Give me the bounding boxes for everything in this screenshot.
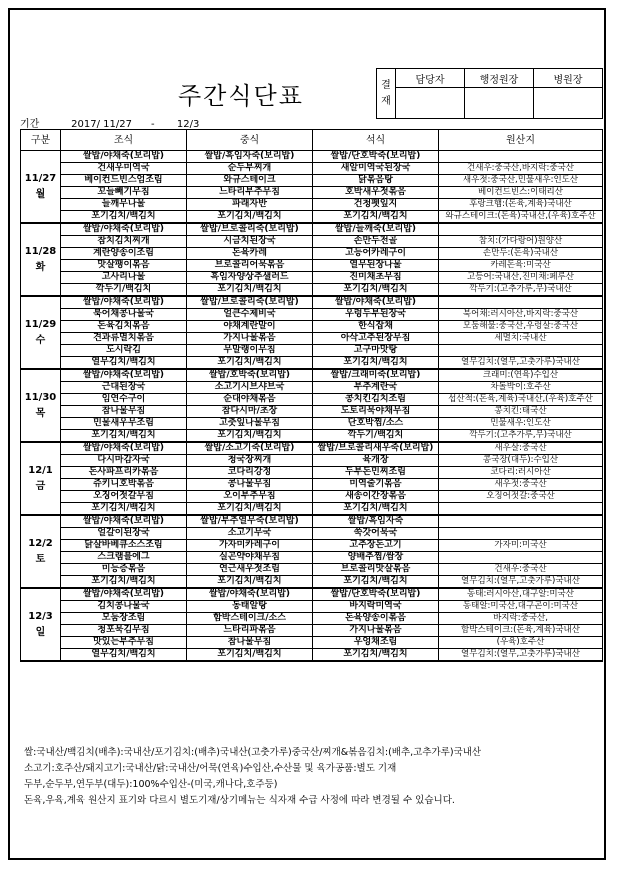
table-row <box>21 248 603 260</box>
lunch-cell: 쌀밥/소고기죽(보리밥) <box>187 442 313 455</box>
dinner-cell: 돈육양송이볶음 <box>313 613 439 625</box>
day-date: 11/27 <box>24 172 57 184</box>
dinner-cell: 바지락미역국 <box>313 601 439 613</box>
lunch-cell: 연근새우젓조림 <box>187 564 313 576</box>
breakfast-cell: 건새우미역국 <box>61 163 187 175</box>
lunch-cell: 포기김치/백김치 <box>187 284 313 297</box>
table-row <box>21 406 603 418</box>
day-of-week: 월 <box>35 188 46 200</box>
table-row <box>21 260 603 272</box>
menu-page <box>8 8 606 860</box>
footer-line: 돈육,우육,계육 원산지 표기와 다르시 별도기재/상기메뉴는 식자재 수급 사정에 따라 변경될 수 있습니다. <box>24 795 455 806</box>
breakfast-cell: 참나물무침 <box>61 406 187 418</box>
lunch-cell: 와규스테이크 <box>187 175 313 187</box>
dinner-cell: 쌀밥/크래미죽(보리밥) <box>313 369 439 382</box>
day-cell <box>21 515 61 588</box>
footer-notes <box>24 745 481 809</box>
lunch-cell: 실곤약야채무침 <box>187 552 313 564</box>
lunch-cell: 느타리파볶음 <box>187 625 313 637</box>
table-row <box>21 601 603 613</box>
day-of-week: 화 <box>35 261 46 273</box>
dinner-cell: 육개장 <box>313 455 439 467</box>
breakfast-cell: 참치김치찌개 <box>61 236 187 248</box>
lunch-cell: 브로콜리어묵볶음 <box>187 260 313 272</box>
breakfast-cell: 얼갈이된장국 <box>61 528 187 540</box>
table-row <box>21 394 603 406</box>
table-row <box>21 503 603 516</box>
dinner-cell: 쌀밥/단호박죽(보리밥) <box>313 151 439 163</box>
breakfast-cell: 맛있는부추무침 <box>61 637 187 649</box>
lunch-cell: 동태알탕 <box>187 601 313 613</box>
day-cell <box>21 296 61 369</box>
lunch-cell: 쌀밥/브로콜리죽(보리밥) <box>187 223 313 236</box>
breakfast-cell: 들깨무나물 <box>61 199 187 211</box>
dinner-cell: 포기김치/백김치 <box>313 284 439 297</box>
dinner-cell: 건청펫잎지 <box>313 199 439 211</box>
origin-cell: 후랑크햄:(돈육,계육)국내산 <box>439 199 603 211</box>
table-row <box>21 491 603 503</box>
dinner-cell: 호박새우젓볶음 <box>313 187 439 199</box>
day-of-week: 목 <box>35 407 46 419</box>
breakfast-cell: 쌀밥/야채죽(보리밥) <box>61 151 187 163</box>
day-cell <box>21 442 61 515</box>
dinner-cell: 포기김치/백김치 <box>313 503 439 516</box>
day-of-week: 일 <box>35 626 46 638</box>
origin-cell: 열무김치:(열무,고춧가루)국내산 <box>439 649 603 662</box>
lunch-cell: 쌀밥/야채죽(보리밥) <box>187 588 313 601</box>
dinner-cell: 콩치킨김치조림 <box>313 394 439 406</box>
table-row <box>21 637 603 649</box>
lunch-cell: 코다리강정 <box>187 467 313 479</box>
origin-cell: 열무김치:(열무,고춧가루)국내산 <box>439 576 603 589</box>
lunch-cell: 순두부찌개 <box>187 163 313 175</box>
origin-cell: 고등어:국내산,진미채:페루산 <box>439 272 603 284</box>
breakfast-cell: 쌀밥/야채죽(보리밥) <box>61 296 187 309</box>
table-row <box>21 175 603 187</box>
table-row <box>21 552 603 564</box>
dinner-cell: 고등어카레구이 <box>313 248 439 260</box>
table-row <box>21 223 603 236</box>
lunch-cell: 돈육카레 <box>187 248 313 260</box>
lunch-cell: 파래자반 <box>187 199 313 211</box>
dinner-cell: 포기김치/백김치 <box>313 357 439 370</box>
breakfast-cell: 김치콩나물국 <box>61 601 187 613</box>
dinner-cell: 고추장돈고기 <box>313 540 439 552</box>
table-row <box>21 515 603 528</box>
table-row <box>21 151 603 163</box>
dinner-cell: 포기김치/백김치 <box>313 576 439 589</box>
lunch-cell: 가지나물볶음 <box>187 333 313 345</box>
breakfast-cell: 미능증볶음 <box>61 564 187 576</box>
dinner-cell: 진미채초무침 <box>313 272 439 284</box>
lunch-cell: 쌀밥/브로콜리죽(보리밥) <box>187 296 313 309</box>
breakfast-cell: 포기김치/백김치 <box>61 430 187 443</box>
lunch-cell: 얼큰수제비국 <box>187 309 313 321</box>
table-row <box>21 588 603 601</box>
footer-line: 두부,순두부,연두부(대두):100%수입산-(미국,캐나다,호주등) <box>24 779 278 790</box>
header-breakfast: 조식 <box>61 130 187 151</box>
breakfast-cell: 열무김치/백김치 <box>61 357 187 370</box>
lunch-cell: 고춧잎나물무침 <box>187 418 313 430</box>
origin-cell: 열무김치:(열무,고춧가루)국내산 <box>439 357 603 370</box>
origin-cell: 동태:러시아산,대구알:미국산 <box>439 588 603 601</box>
breakfast-cell: 청포묵김무침 <box>61 625 187 637</box>
table-row <box>21 528 603 540</box>
page-title: 주간식단표 <box>178 82 304 110</box>
origin-cell: 깍두기:(고추가루,무)국내산 <box>439 284 603 297</box>
origin-cell: 콩국장(대두):수입산 <box>439 455 603 467</box>
breakfast-cell: 열무김치/백김치 <box>61 649 187 662</box>
breakfast-cell: 쌀밥/야채죽(보리밥) <box>61 442 187 455</box>
origin-cell: 북어채:러시아산,바지락:중국산 <box>439 309 603 321</box>
origin-cell: 베이컨드빈스:이태리산 <box>439 187 603 199</box>
table-row <box>21 345 603 357</box>
breakfast-cell: 돈육김치볶음 <box>61 321 187 333</box>
breakfast-cell: 꼬들빼기무침 <box>61 187 187 199</box>
origin-cell: 새우젓:중국산,민물새우:인도산 <box>439 175 603 187</box>
lunch-cell: 참다시마/초장 <box>187 406 313 418</box>
table-row <box>21 284 603 297</box>
dinner-cell: 단호박찜/소스 <box>313 418 439 430</box>
header-category: 구분 <box>21 130 61 151</box>
lunch-cell: 느타리부추무침 <box>187 187 313 199</box>
period-label: 기간 <box>20 119 40 130</box>
dinner-cell: 양배추찜/쌈장 <box>313 552 439 564</box>
day-cell <box>21 369 61 442</box>
dinner-cell: 두부돈민찌조림 <box>313 467 439 479</box>
breakfast-cell: 견과류멸치볶음 <box>61 333 187 345</box>
breakfast-cell: 닭살바베큐소스조림 <box>61 540 187 552</box>
dinner-cell: 가지나물볶음 <box>313 625 439 637</box>
dinner-cell: 미역줄기볶음 <box>313 479 439 491</box>
breakfast-cell: 민물새우무조림 <box>61 418 187 430</box>
dinner-cell: 포기김치/백김치 <box>313 649 439 662</box>
day-cell <box>21 588 61 661</box>
period-sep: - <box>151 119 155 130</box>
dinner-cell: 쌀밥/들깨죽(보리밥) <box>313 223 439 236</box>
origin-cell: 차돌박이:호주산 <box>439 382 603 394</box>
header-dinner: 석식 <box>313 130 439 151</box>
table-row <box>21 625 603 637</box>
day-of-week: 토 <box>35 553 46 565</box>
table-row <box>21 236 603 248</box>
footer-line: 소고기:호주산/돼지고기:국내산/닭:국내산/어묵(연육)수입산,수산물 및 육가공품:별도 기재 <box>24 763 397 774</box>
lunch-cell: 포기김치/백김치 <box>187 576 313 589</box>
lunch-cell: 가자미카레구이 <box>187 540 313 552</box>
origin-cell: 민물새우:인도산 <box>439 418 603 430</box>
breakfast-cell: 포기김치/백김치 <box>61 503 187 516</box>
origin-cell: 가자미:미국산 <box>439 540 603 552</box>
origin-cell: 새우살:중국산 <box>439 442 603 455</box>
origin-cell: 콩치킨:태국산 <box>439 406 603 418</box>
dinner-cell: 손만두전골 <box>313 236 439 248</box>
table-row <box>21 369 603 382</box>
dinner-cell: 우엉채조림 <box>313 637 439 649</box>
dinner-cell: 한식잡채 <box>313 321 439 333</box>
period-end: 12/3 <box>176 119 200 130</box>
approval-role-staff: 담당자 <box>396 69 465 88</box>
table-row <box>21 479 603 491</box>
breakfast-cell: 쌀밥/야채죽(보리밥) <box>61 588 187 601</box>
period-start: 2017/ 11/27 <box>71 119 132 130</box>
lunch-cell: 시금치된장국 <box>187 236 313 248</box>
table-row <box>21 467 603 479</box>
dinner-cell: 고구마맛탕 <box>313 345 439 357</box>
breakfast-cell: 다시마감자국 <box>61 455 187 467</box>
origin-cell: 코다리:러시아산 <box>439 467 603 479</box>
origin-cell: 건새우:중국산 <box>439 564 603 576</box>
lunch-cell: 오이부추무침 <box>187 491 313 503</box>
origin-cell: 동태알:미국산,대구곤이:미국산 <box>439 601 603 613</box>
table-row <box>21 163 603 175</box>
table-row <box>21 564 603 576</box>
day-of-week: 금 <box>35 480 46 492</box>
table-row <box>21 272 603 284</box>
lunch-cell: 흑임자양상추샐러드 <box>187 272 313 284</box>
day-date: 11/30 <box>24 391 57 403</box>
lunch-cell: 포기김치/백김치 <box>187 357 313 370</box>
lunch-cell: 소고기시브샤브국 <box>187 382 313 394</box>
origin-cell: 카레돈육:미국산 <box>439 260 603 272</box>
day-date: 12/1 <box>28 464 53 476</box>
table-row <box>21 321 603 333</box>
breakfast-cell: 돈사파프리카볶음 <box>61 467 187 479</box>
breakfast-cell: 맛살팽이볶음 <box>61 260 187 272</box>
table-row <box>21 357 603 370</box>
dinner-cell: 브로콜리맛살볶음 <box>313 564 439 576</box>
lunch-cell: 무말랭이무침 <box>187 345 313 357</box>
dinner-cell: 깍두기/백김치 <box>313 430 439 443</box>
breakfast-cell: 모둠장조림 <box>61 613 187 625</box>
approval-sign-admin[interactable] <box>465 88 534 119</box>
table-row <box>21 296 603 309</box>
breakfast-cell: 쌀밥/야채죽(보리밥) <box>61 515 187 528</box>
approval-role-director: 병원장 <box>534 69 603 88</box>
period <box>20 115 199 130</box>
breakfast-cell: 북어채콩나물국 <box>61 309 187 321</box>
breakfast-cell: 고사리나물 <box>61 272 187 284</box>
day-date: 11/28 <box>24 245 57 257</box>
dinner-cell: 포기김치/백김치 <box>313 211 439 224</box>
lunch-cell: 쌀밥/흑임자죽(보리밥) <box>187 151 313 163</box>
day-date: 12/2 <box>28 537 53 549</box>
breakfast-cell: 계란양송이조림 <box>61 248 187 260</box>
origin-cell: 참치:(가다랑어)원양산 <box>439 236 603 248</box>
lunch-cell: 소고기무국 <box>187 528 313 540</box>
dinner-cell: 우렁두부된장국 <box>313 309 439 321</box>
lunch-cell: 야채계란말이 <box>187 321 313 333</box>
table-row <box>21 309 603 321</box>
footer-line: 쌀:국내산/백김치(배추):국내산/포기김치:(배추)국내산(고춧가루)중국산/찌개&볶음김치:(배추,고추가루)국내산 <box>24 747 482 758</box>
dinner-cell: 새알미역국된장국 <box>313 163 439 175</box>
origin-cell: 함박스테이크:(돈육,계육)국내산 <box>439 625 603 637</box>
table-row <box>21 418 603 430</box>
breakfast-cell: 근대된장국 <box>61 382 187 394</box>
dinner-cell: 부추계란국 <box>313 382 439 394</box>
breakfast-cell: 도시락김 <box>61 345 187 357</box>
day-cell <box>21 151 61 224</box>
breakfast-cell: 오징어젓갈무침 <box>61 491 187 503</box>
lunch-cell: 포기김치/백김치 <box>187 649 313 662</box>
dinner-cell: 도토리묵야채무침 <box>313 406 439 418</box>
lunch-cell: 콩나물무침 <box>187 479 313 491</box>
dinner-cell: 쌀밥/단호박죽(보리밥) <box>313 588 439 601</box>
origin-cell <box>439 223 603 236</box>
table-row <box>21 199 603 211</box>
dinner-cell: 아삭고추된장무침 <box>313 333 439 345</box>
dinner-cell: 열무된장나물 <box>313 260 439 272</box>
lunch-cell: 함박스테이크/소스 <box>187 613 313 625</box>
approval-sign-director[interactable] <box>534 88 603 119</box>
approval-role-admin: 행정원장 <box>465 69 534 88</box>
breakfast-cell: 쌀밥/야채죽(보리밥) <box>61 223 187 236</box>
breakfast-cell: 포기김치/백김치 <box>61 576 187 589</box>
lunch-cell: 포기김치/백김치 <box>187 211 313 224</box>
origin-cell: 와규스테이크:(돈육)국내산,(우육)호주산 <box>439 211 603 224</box>
origin-cell <box>439 528 603 540</box>
origin-cell <box>439 296 603 309</box>
breakfast-cell: 깍두기/백김치 <box>61 284 187 297</box>
lunch-cell: 쌀밥/부추열무죽(보리밥) <box>187 515 313 528</box>
breakfast-cell: 스크램블에그 <box>61 552 187 564</box>
origin-cell <box>439 345 603 357</box>
day-cell <box>21 223 61 296</box>
breakfast-cell: 포기김치/백김치 <box>61 211 187 224</box>
origin-cell: 손만두:(돈육)국내산 <box>439 248 603 260</box>
approval-label: 결재 <box>377 69 396 119</box>
table-row <box>21 455 603 467</box>
day-of-week: 수 <box>35 334 46 346</box>
origin-cell: (우육)호주산 <box>439 637 603 649</box>
origin-cell <box>439 151 603 163</box>
table-row <box>21 576 603 589</box>
day-date: 12/3 <box>28 610 53 622</box>
origin-cell <box>439 552 603 564</box>
breakfast-cell: 임연수구이 <box>61 394 187 406</box>
lunch-cell: 참나물무침 <box>187 637 313 649</box>
header-origin: 원산지 <box>439 130 603 151</box>
table-row <box>21 430 603 443</box>
approval-box <box>376 68 603 119</box>
origin-cell: 모둠해물:중국산,우렁살:중국산 <box>439 321 603 333</box>
lunch-cell: 쌀밥/호박죽(보리밥) <box>187 369 313 382</box>
table-row <box>21 382 603 394</box>
table-row <box>21 613 603 625</box>
lunch-cell: 순대야채볶음 <box>187 394 313 406</box>
lunch-cell: 포기김치/백김치 <box>187 430 313 443</box>
table-row <box>21 442 603 455</box>
origin-cell: 깍두기:(고추가루,무)국내산 <box>439 430 603 443</box>
origin-cell <box>439 503 603 516</box>
lunch-cell: 포기김치/백김치 <box>187 503 313 516</box>
menu-table <box>20 129 603 662</box>
origin-cell: 세멸치:국내산 <box>439 333 603 345</box>
origin-cell: 바지락:중국산, <box>439 613 603 625</box>
origin-cell <box>439 515 603 528</box>
dinner-cell: 쌀밥/야채죽(보리밥) <box>313 296 439 309</box>
dinner-cell: 쌀밥/흑임자죽 <box>313 515 439 528</box>
origin-cell: 오징어젓갈:중국산 <box>439 491 603 503</box>
origin-cell: 크래미:(연육)수입산 <box>439 369 603 382</box>
table-row <box>21 211 603 224</box>
breakfast-cell: 쌀밥/야채죽(보리밥) <box>61 369 187 382</box>
dinner-cell: 닭볶음탕 <box>313 175 439 187</box>
dinner-cell: 쌀밥/브로콜리새우죽(보리밥) <box>313 442 439 455</box>
lunch-cell: 청국장찌개 <box>187 455 313 467</box>
table-row <box>21 649 603 662</box>
breakfast-cell: 베이컨드빈스엄조림 <box>61 175 187 187</box>
dinner-cell: 새송이간장볶음 <box>313 491 439 503</box>
table-row <box>21 187 603 199</box>
header-lunch: 중식 <box>187 130 313 151</box>
origin-cell: 새우젓:중국산 <box>439 479 603 491</box>
table-row <box>21 540 603 552</box>
approval-sign-staff[interactable] <box>396 88 465 119</box>
origin-cell: 섭산적:(돈육,계육)국내산,(우육)호주산 <box>439 394 603 406</box>
table-row <box>21 333 603 345</box>
day-date: 11/29 <box>24 318 57 330</box>
origin-cell: 건새우:중국산,바지락:중국산 <box>439 163 603 175</box>
breakfast-cell: 쥬키니호박볶음 <box>61 479 187 491</box>
dinner-cell: 쑥갓어묵국 <box>313 528 439 540</box>
